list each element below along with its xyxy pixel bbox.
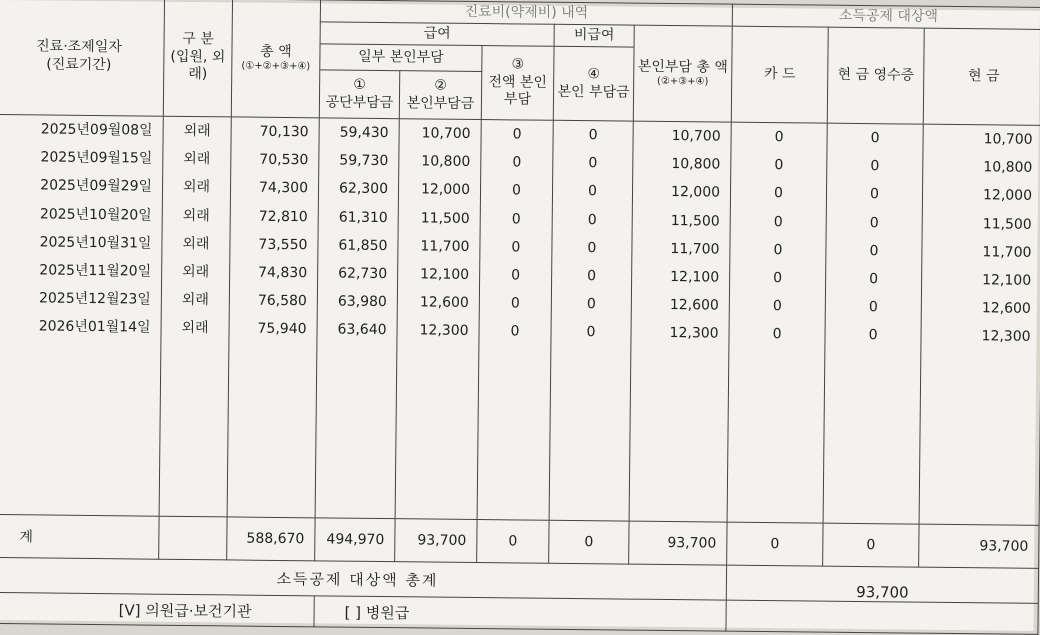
row-6-full: 0 (511, 267, 521, 284)
row-3-noncov: 0 (587, 183, 598, 200)
row-7-self_total: 12,600 (669, 297, 719, 314)
row-5-date: 2025년10월31일 (39, 234, 152, 252)
row-1-type: 외래 (183, 122, 211, 140)
row-7-receipt: 0 (868, 299, 878, 316)
row-7-total: 76,580 (257, 292, 307, 310)
row-6-date: 2025년11월20일 (39, 262, 152, 280)
cash-receipt-header: 현 금 영수증 (827, 27, 924, 124)
row-5-receipt: 0 (869, 242, 879, 259)
covered-header: 급여 (320, 22, 554, 46)
row-4-self: 11,500 (420, 209, 470, 227)
row-8-cash: 12,300 (981, 328, 1031, 346)
totals-receipt: 0 (823, 523, 919, 567)
row-1-card: 0 (774, 129, 784, 146)
row-4-self_total: 11,500 (670, 212, 720, 230)
totals-noncov: 0 (549, 520, 629, 564)
row-2-cash: 10,800 (983, 159, 1033, 177)
row-6-cash: 12,100 (982, 272, 1032, 289)
row-6-nhis: 62,730 (338, 265, 388, 283)
row-2-self_total: 10,800 (671, 156, 721, 173)
row-5-card: 0 (773, 241, 783, 258)
row-5-noncov: 0 (587, 239, 597, 257)
row-4-type: 외래 (182, 207, 210, 224)
row-2-noncov: 0 (588, 155, 598, 172)
row-1-noncov: 0 (588, 127, 598, 144)
type-cells (159, 116, 231, 517)
row-7-self: 12,600 (419, 294, 469, 312)
row-3-full: 0 (511, 182, 522, 199)
row-6-noncov: 0 (587, 268, 597, 285)
row-2-card: 0 (774, 157, 784, 174)
row-5-self: 11,700 (420, 238, 470, 255)
row-7-cash: 12,600 (981, 300, 1031, 317)
row-2-type: 외래 (183, 151, 211, 168)
row-4-card: 0 (773, 213, 783, 230)
row-1-self_total: 10,700 (671, 128, 721, 145)
row-7-full: 0 (510, 295, 520, 312)
table-body (0, 114, 1040, 525)
totals-cash: 93,700 (919, 524, 1039, 568)
row-8-full: 0 (510, 323, 520, 340)
type-column-header: 구 분 (입원, 외래) (163, 0, 232, 117)
noncovered-cells (549, 120, 633, 521)
row-2-total: 70,530 (259, 151, 309, 169)
row-6-total: 74,830 (258, 264, 308, 282)
row-2-date: 2025년09월15일 (40, 149, 153, 167)
row-4-nhis: 61,310 (338, 209, 388, 226)
row-2-receipt: 0 (870, 158, 880, 175)
row-8-total: 75,940 (257, 321, 307, 338)
cash-receipt-cells (823, 123, 923, 524)
row-1-nhis: 59,430 (339, 124, 389, 142)
deduction-total-value: 93,700 (726, 565, 1038, 603)
row-8-date: 2026년01월14일 (38, 318, 151, 336)
row-8-self_total: 12,300 (669, 325, 719, 342)
row-5-total: 73,550 (258, 236, 308, 253)
row-8-nhis: 63,640 (337, 321, 387, 339)
total-cells (227, 117, 319, 518)
partial-self-header: 일부 본인부담 (320, 44, 482, 72)
row-6-self_total: 12,100 (670, 268, 720, 286)
row-6-type: 외래 (182, 263, 210, 281)
row-4-total: 72,810 (258, 208, 308, 225)
row-5-type: 외래 (182, 235, 210, 252)
deduction-total-label: 소득공제 대상액 총계 (0, 557, 727, 600)
row-8-type: 외래 (181, 320, 209, 337)
row-3-cash: 12,000 (982, 187, 1033, 205)
date-column-header: 진료·조제일자 (진료기간) (0, 0, 165, 116)
self-pay-header: ② 본인부담금 (399, 71, 481, 120)
totals-self-total: 93,700 (629, 521, 727, 565)
option-clinic: [V] 의원급·보건기관 (0, 592, 314, 626)
total-column-header: 총 액 (①+②+③+④) (231, 0, 320, 118)
noncovered-self-header: ④ 본인 부담금 (553, 46, 634, 121)
row-8-noncov: 0 (586, 324, 596, 341)
card-header: 카 드 (731, 26, 828, 123)
date-cells (0, 114, 163, 516)
row-5-cash: 11,700 (982, 244, 1032, 261)
self-total-header: 본인부담 총 액 (②+③+④) (633, 25, 732, 122)
row-1-total: 70,130 (259, 123, 309, 141)
row-4-cash: 11,500 (982, 215, 1032, 233)
row-3-self_total: 12,000 (670, 184, 721, 201)
row-2-self: 10,800 (421, 153, 471, 171)
deduction-section-header: 소득공제 대상액 (732, 4, 1040, 29)
cash-cells (919, 124, 1040, 525)
self-total-cells (629, 121, 731, 522)
totals-nhis: 494,970 (315, 518, 395, 562)
row-2-full: 0 (512, 154, 522, 171)
row-4-full: 0 (511, 210, 521, 228)
row-8-card: 0 (772, 326, 782, 343)
nhis-header: ① 공단부담금 (319, 70, 399, 119)
row-7-noncov: 0 (586, 296, 596, 313)
row-5-nhis: 61,850 (338, 237, 388, 254)
row-3-self: 12,000 (420, 181, 471, 199)
row-3-nhis: 62,300 (338, 180, 389, 198)
totals-total: 588,670 (227, 517, 315, 561)
row-1-self: 10,700 (421, 125, 471, 142)
row-6-self: 12,100 (420, 266, 470, 283)
nhis-cells (315, 118, 399, 519)
row-4-receipt: 0 (869, 214, 879, 231)
row-3-total: 74,300 (258, 180, 309, 197)
row-6-receipt: 0 (869, 271, 879, 288)
row-7-card: 0 (772, 298, 782, 315)
row-8-receipt: 0 (868, 327, 878, 344)
row-8-self: 12,300 (419, 322, 469, 340)
row-2-nhis: 59,730 (339, 152, 389, 170)
noncovered-header: 비급여 (554, 24, 634, 47)
totals-label: 계 (0, 514, 159, 559)
full-self-header: ③ 전액 본인 부담 (481, 46, 554, 121)
full-self-cells (477, 120, 553, 521)
row-5-self_total: 11,700 (670, 240, 720, 258)
row-3-date: 2025년09월29일 (40, 177, 153, 195)
row-7-nhis: 63,980 (337, 293, 387, 311)
row-4-date: 2025년10월20일 (39, 205, 152, 224)
expense-section-header: 진료비(약제비) 내역 (320, 0, 732, 26)
row-1-cash: 10,700 (983, 131, 1033, 148)
totals-self: 93,700 (395, 519, 477, 563)
row-4-noncov: 0 (587, 211, 597, 228)
option-hospital: [ ] 병원급 (314, 596, 726, 631)
row-7-type: 외래 (181, 292, 209, 309)
row-1-date: 2025년09월08일 (40, 121, 153, 139)
row-5-full: 0 (511, 239, 521, 256)
row-1-full: 0 (512, 126, 522, 143)
row-3-type: 외래 (182, 179, 211, 196)
row-3-card: 0 (774, 185, 784, 202)
row-3-receipt: 0 (870, 186, 880, 203)
totals-full: 0 (477, 520, 549, 564)
cash-header: 현 금 (923, 28, 1040, 125)
card-cells (727, 122, 827, 523)
row-1-receipt: 0 (870, 130, 880, 147)
row-6-card: 0 (773, 270, 783, 287)
self-pay-cells (395, 119, 481, 520)
row-7-date: 2025년12월23일 (38, 290, 151, 308)
totals-card: 0 (727, 522, 823, 566)
